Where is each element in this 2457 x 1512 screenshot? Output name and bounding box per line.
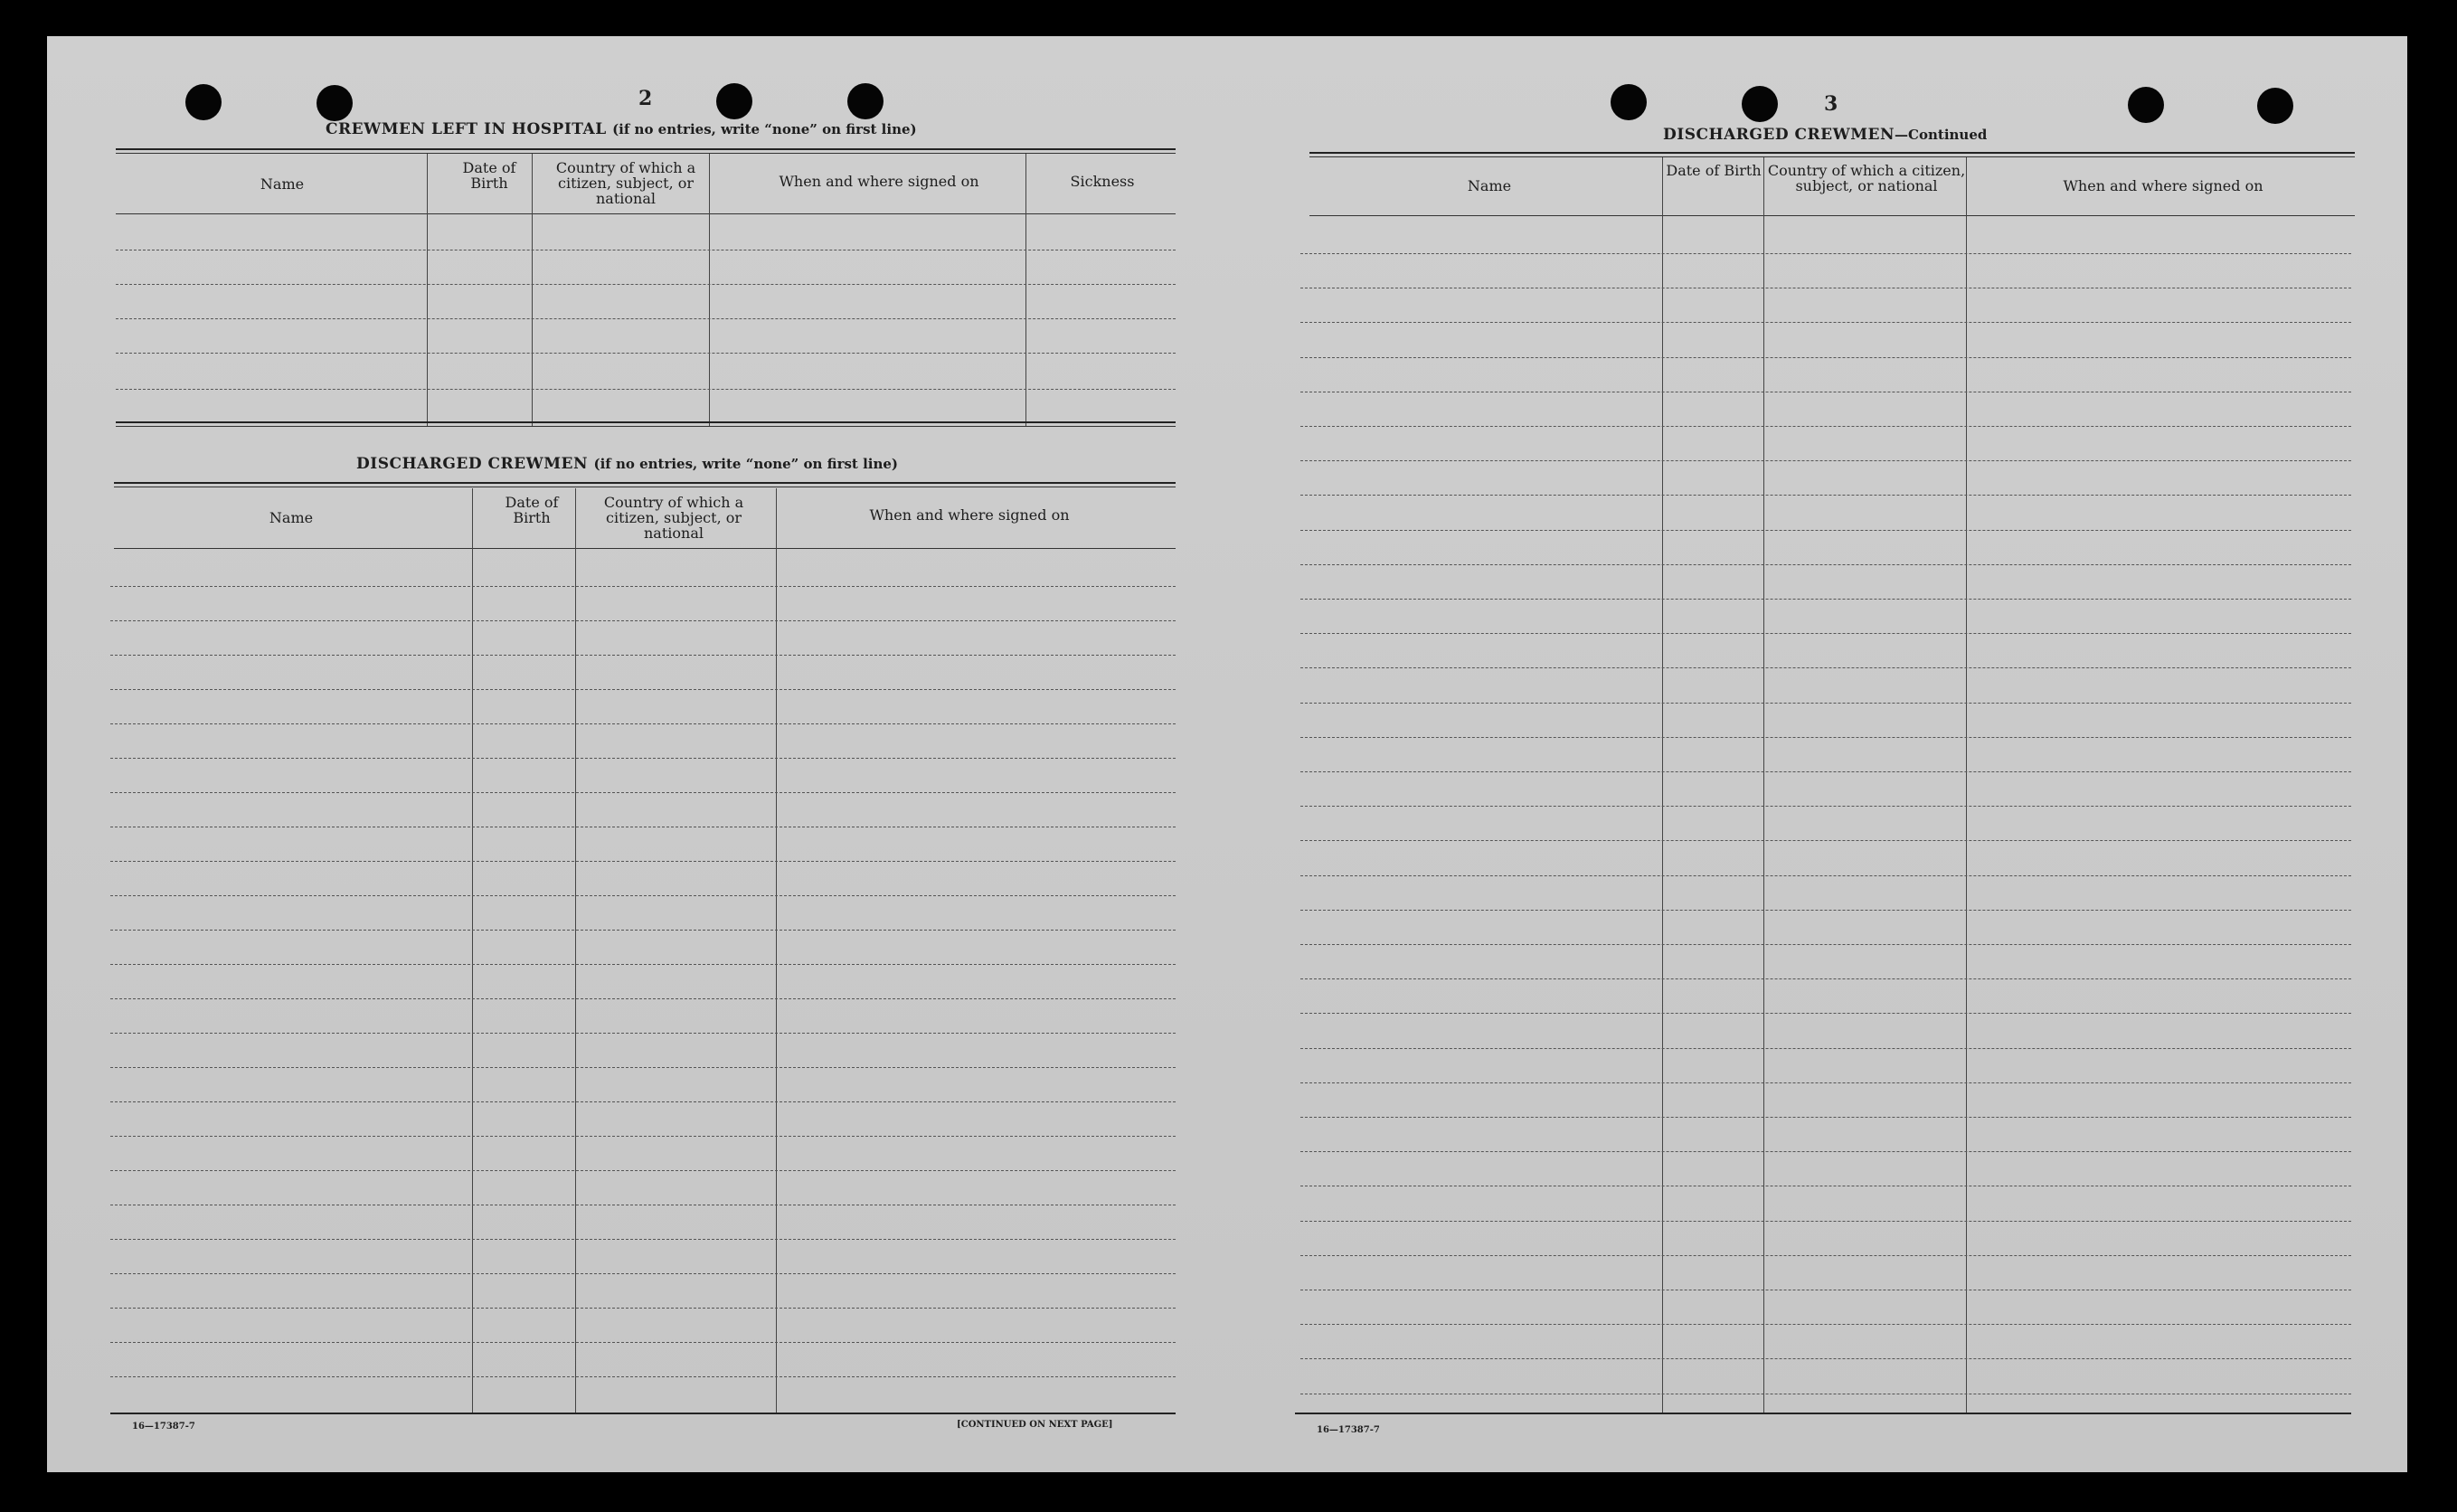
punch-hole (1611, 84, 1647, 120)
punch-hole (716, 83, 752, 119)
form-row-line (1300, 1324, 2351, 1325)
form-row-line (110, 1101, 1176, 1102)
form-paper (47, 36, 2407, 1472)
form-row-line (110, 930, 1176, 931)
form-row-line (110, 689, 1176, 690)
discharged-continued-title (1663, 126, 1987, 144)
right-col-dob: Date of Birth (1666, 162, 1762, 179)
discharged-col-signed-on: When and where signed on (869, 506, 1070, 524)
form-row-line (1300, 1082, 2351, 1083)
punch-hole (2128, 87, 2164, 123)
discharged-col-name: Name (269, 509, 314, 526)
discharged-col-country: Country of which a citizen, subject, or national (603, 494, 744, 542)
form-row-line (1300, 1221, 2351, 1222)
right-page-number: 3 (1824, 92, 1838, 116)
punch-hole (1742, 86, 1778, 122)
form-row-line (1300, 633, 2351, 634)
form-row-line (110, 998, 1176, 999)
form-row-line (110, 964, 1176, 965)
punch-hole (2257, 88, 2293, 124)
form-row-line (110, 1273, 1176, 1274)
form-row-line (1300, 460, 2351, 461)
form-row-line (1300, 530, 2351, 531)
form-row-line (1300, 667, 2351, 668)
form-row-line (1300, 1013, 2351, 1014)
form-row-line (110, 655, 1176, 656)
hospital-title-text: CREWMEN LEFT IN HOSPITAL (326, 120, 607, 138)
form-row-line (110, 1170, 1176, 1171)
continued-note: [CONTINUED ON NEXT PAGE] (957, 1420, 1113, 1430)
hospital-col-sickness: Sickness (1070, 173, 1135, 190)
left-page-number: 2 (638, 87, 653, 110)
form-row-line (1300, 910, 2351, 911)
form-row-line (1300, 944, 2351, 945)
hospital-section-title (326, 120, 917, 138)
form-row-line (110, 586, 1176, 587)
form-row-line (1300, 840, 2351, 841)
form-row-line (1300, 253, 2351, 254)
discharged-col-dob: Date of Birth (505, 494, 559, 526)
form-row-line (1300, 1048, 2351, 1049)
form-row-line (110, 895, 1176, 896)
form-row-line (1300, 564, 2351, 565)
form-row-line (1300, 806, 2351, 807)
form-row-line (1300, 875, 2351, 876)
punch-hole (847, 83, 884, 119)
right-col-name: Name (1467, 177, 1512, 194)
form-row-line (1300, 322, 2351, 323)
form-row-line (110, 1136, 1176, 1137)
form-row-line (110, 1376, 1176, 1377)
hospital-col-dob: Date of Birth (462, 159, 516, 192)
form-row-line (1300, 1255, 2351, 1256)
form-row-line (1300, 599, 2351, 600)
form-row-line (1300, 1151, 2351, 1152)
form-row-line (110, 620, 1176, 621)
form-row-line (110, 723, 1176, 724)
form-row-line (1300, 495, 2351, 496)
discharged-continued-suffix: —Continued (1895, 127, 1988, 143)
right-col-country: Country of which a citizen, subject, or national (1767, 162, 1966, 194)
hospital-col-country: Country of which a citizen, subject, or national (555, 159, 696, 207)
form-row-line (110, 758, 1176, 759)
form-row-line (1300, 1358, 2351, 1359)
form-row-line (110, 1342, 1176, 1343)
form-row-line (1300, 978, 2351, 979)
form-row-line (110, 861, 1176, 862)
form-row-line (1300, 1117, 2351, 1118)
punch-hole (317, 85, 353, 121)
punch-hole (185, 84, 222, 120)
hospital-col-signed-on: When and where signed on (779, 173, 979, 190)
discharged-title-note: (if no entries, write “none” on first line) (593, 456, 899, 472)
form-row-line (1300, 737, 2351, 738)
form-row-line (1300, 771, 2351, 772)
discharged-section-title (356, 455, 898, 473)
form-row-line (110, 1239, 1176, 1240)
right-form-number: 16—17387-7 (1317, 1425, 1380, 1435)
discharged-title-text: DISCHARGED CREWMEN (356, 455, 589, 473)
form-row-line (110, 792, 1176, 793)
hospital-col-name: Name (260, 175, 305, 193)
hospital-title-note: (if no entries, write “none” on first line) (612, 121, 917, 137)
form-row-line (110, 1033, 1176, 1034)
left-form-number: 16—17387-7 (132, 1422, 195, 1432)
discharged-continued-text: DISCHARGED CREWMEN (1663, 126, 1895, 144)
form-row-line (1300, 426, 2351, 427)
form-row-line (1300, 357, 2351, 358)
form-row-line (110, 1067, 1176, 1068)
right-col-signed-on: When and where signed on (2063, 177, 2263, 194)
form-row-line (110, 1308, 1176, 1309)
form-row-line (1300, 703, 2351, 704)
